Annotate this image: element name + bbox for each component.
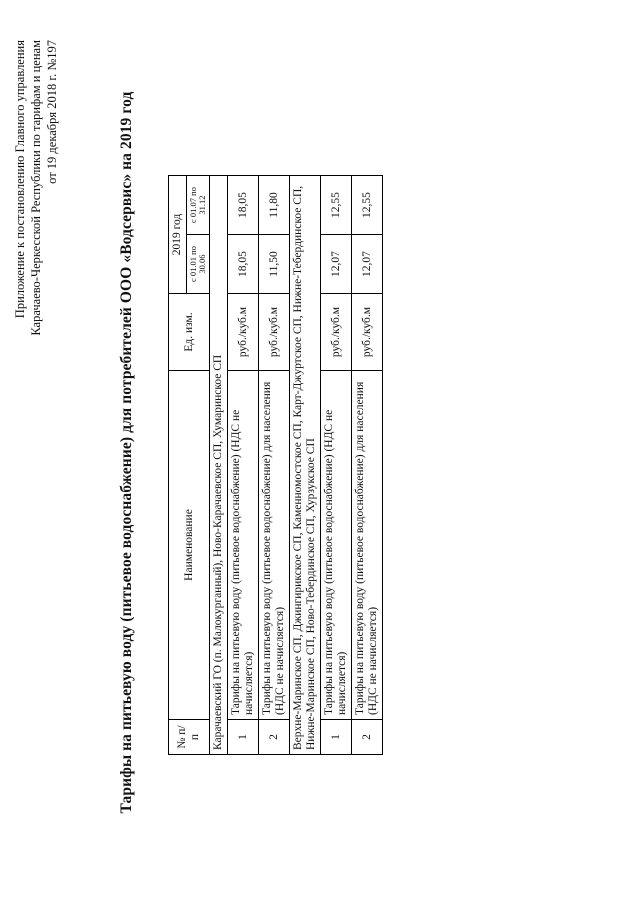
tariff-table: [168, 175, 383, 755]
group-row: [210, 176, 228, 755]
group-title: Карачаевский ГО (п. Малокурганный), Ново-Карачаевское СП, Хумаринское СП: [210, 176, 228, 755]
row-name: Тарифы на питьевую воду (питьевое водоснабжение) (НДС не начисляется): [321, 371, 352, 720]
header-no: № п/ п: [169, 720, 210, 755]
row-value-2: 18,05: [228, 176, 259, 235]
row-no: 1: [228, 720, 259, 755]
row-unit: руб./куб.м: [228, 294, 259, 371]
row-no: 2: [352, 720, 383, 755]
row-unit: руб./куб.м: [321, 294, 352, 371]
header-year: 2019 год: [169, 176, 187, 294]
row-no: 2: [259, 720, 290, 755]
document-title: Тарифы на питьевую воду (питьевое водоснабжение) для потребителей ООО «Водсервис» на 2019 год: [118, 91, 135, 814]
appendix-line-2: Карачаево-Черкесской Республики по тарифам и ценам: [29, 40, 43, 336]
group-title: Верхне-Маринское СП, Джингирикское СП, Каменномостское СП, Карт-Джуртское СП, Нижне-Тебердинское СП, Нижне-Маринское СП, Ново-Тебердинское СП, Хурзукское СП: [290, 176, 321, 755]
header-name: Наименование: [169, 371, 210, 720]
row-value-1: 11,50: [259, 235, 290, 294]
row-name: Тарифы на питьевую воду (питьевое водоснабжение) для населения (НДС не начисляется): [352, 371, 383, 720]
row-value-2: 11,80: [259, 176, 290, 235]
appendix-line-3: от 19 декабря 2018 г. №197: [45, 40, 59, 184]
group-row: [290, 176, 321, 755]
row-unit: руб./куб.м: [352, 294, 383, 371]
row-value-1: 18,05: [228, 235, 259, 294]
table-row: [321, 176, 352, 755]
table-row: [352, 176, 383, 755]
row-name: Тарифы на питьевую воду (питьевое водоснабжение) (НДС не начисляется): [228, 371, 259, 720]
row-no: 1: [321, 720, 352, 755]
row-value-2: 12,55: [352, 176, 383, 235]
appendix-line-1: Приложение к постановлению Главного управления: [13, 40, 27, 319]
row-name: Тарифы на питьевую воду (питьевое водоснабжение) для населения (НДС не начисляется): [259, 371, 290, 720]
table-row: [259, 176, 290, 755]
header-period-2: с 01.07 по 31.12: [187, 176, 210, 235]
header-row: [169, 176, 187, 755]
header-unit: Ед. изм.: [169, 294, 210, 371]
row-value-1: 12,07: [321, 235, 352, 294]
appendix-note: [12, 40, 60, 420]
table-row: [228, 176, 259, 755]
row-value-2: 12,55: [321, 176, 352, 235]
row-value-1: 12,07: [352, 235, 383, 294]
row-unit: руб./куб.м: [259, 294, 290, 371]
header-period-1: с 01.01 по 30.06: [187, 235, 210, 294]
